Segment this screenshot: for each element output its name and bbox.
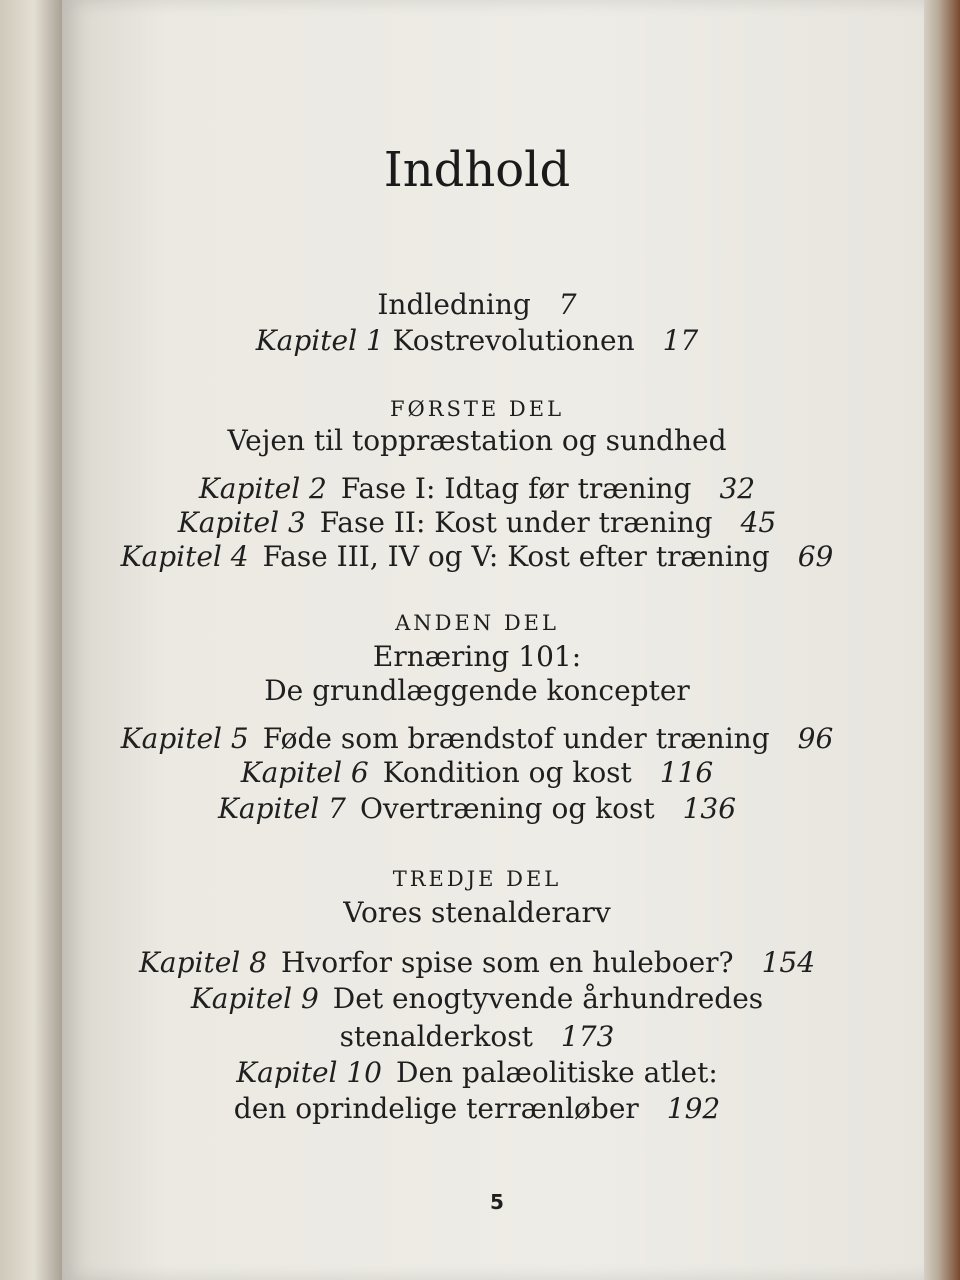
entry-text-continued: den oprindelige terrænløber — [233, 1092, 639, 1125]
entry-text: Fase II: Kost under træning — [319, 506, 713, 539]
part-heading-2: ANDEN DEL — [395, 611, 559, 635]
chapter-label: Kapitel 7 — [217, 792, 346, 825]
toc-entry-chapter-6 — [62, 756, 892, 790]
toc-entry-chapter-9-cont — [62, 1020, 892, 1054]
page-stack-edge — [924, 0, 960, 1280]
part-heading-3: TREDJE DEL — [392, 867, 562, 891]
entry-text: Kondition og kost — [382, 756, 632, 789]
page-number: 5 — [490, 1190, 504, 1214]
part-subtitle-2-line-2: De grundlæggende koncepter — [264, 674, 690, 707]
entry-text: Overtræning og kost — [359, 792, 655, 825]
part-subtitle-1: Vejen til toppræstation og sundhed — [227, 424, 727, 457]
entry-page: 96 — [797, 722, 834, 755]
chapter-label: Kapitel 10 — [236, 1056, 382, 1089]
entry-page: 116 — [659, 756, 714, 789]
entry-text: Kostrevolutionen — [392, 324, 635, 357]
entry-text: Den palæolitiske atlet: — [396, 1056, 718, 1089]
toc-entry-chapter-5 — [62, 722, 892, 756]
chapter-label: Kapitel 6 — [240, 756, 369, 789]
entry-page: 173 — [560, 1020, 615, 1053]
toc-entry-intro — [62, 288, 892, 322]
entry-text: Hvorfor spise som en huleboer? — [280, 946, 734, 979]
page-title: Indhold — [383, 142, 571, 198]
toc-entry-chapter-7 — [62, 792, 892, 826]
toc-entry-chapter-3 — [62, 506, 892, 540]
entry-text: Det enogtyvende århundredes — [332, 982, 764, 1015]
toc-entry-chapter-1 — [62, 324, 892, 358]
entry-page: 69 — [797, 540, 834, 573]
entry-page: 45 — [740, 506, 777, 539]
toc-entry-chapter-2 — [62, 472, 892, 506]
toc-entry-chapter-8 — [62, 946, 892, 980]
entry-text: Fase I: Idtag før træning — [340, 472, 692, 505]
book-page — [62, 0, 924, 1280]
entry-page: 7 — [558, 288, 577, 321]
chapter-label: Kapitel 3 — [177, 506, 306, 539]
entry-page: 192 — [666, 1092, 721, 1125]
entry-text: Fase III, IV og V: Kost efter træning — [262, 540, 770, 573]
table-of-contents — [62, 0, 924, 1280]
toc-entry-chapter-10 — [62, 1056, 892, 1090]
part-subtitle-3: Vores stenalderarv — [343, 896, 611, 929]
part-heading-1: FØRSTE DEL — [389, 397, 565, 421]
entry-text-continued: stenalderkost — [339, 1020, 533, 1053]
toc-entry-chapter-10-cont — [62, 1092, 892, 1126]
entry-text: Føde som brændstof under træning — [262, 722, 770, 755]
entry-page: 17 — [662, 324, 699, 357]
chapter-label: Kapitel 9 — [190, 982, 319, 1015]
chapter-label: Kapitel 8 — [138, 946, 267, 979]
entry-page: 136 — [682, 792, 737, 825]
previous-page-edge — [0, 0, 62, 1280]
toc-entry-chapter-4 — [62, 540, 892, 574]
entry-page: 154 — [761, 946, 816, 979]
toc-entry-chapter-9 — [62, 982, 892, 1016]
entry-text: Indledning — [377, 288, 531, 321]
entry-page: 32 — [719, 472, 756, 505]
part-subtitle-2-line-1: Ernæring 101: — [372, 640, 582, 673]
chapter-label: Kapitel 5 — [120, 722, 249, 755]
chapter-label: Kapitel 1 — [255, 324, 384, 357]
chapter-label: Kapitel 2 — [198, 472, 327, 505]
chapter-label: Kapitel 4 — [120, 540, 249, 573]
